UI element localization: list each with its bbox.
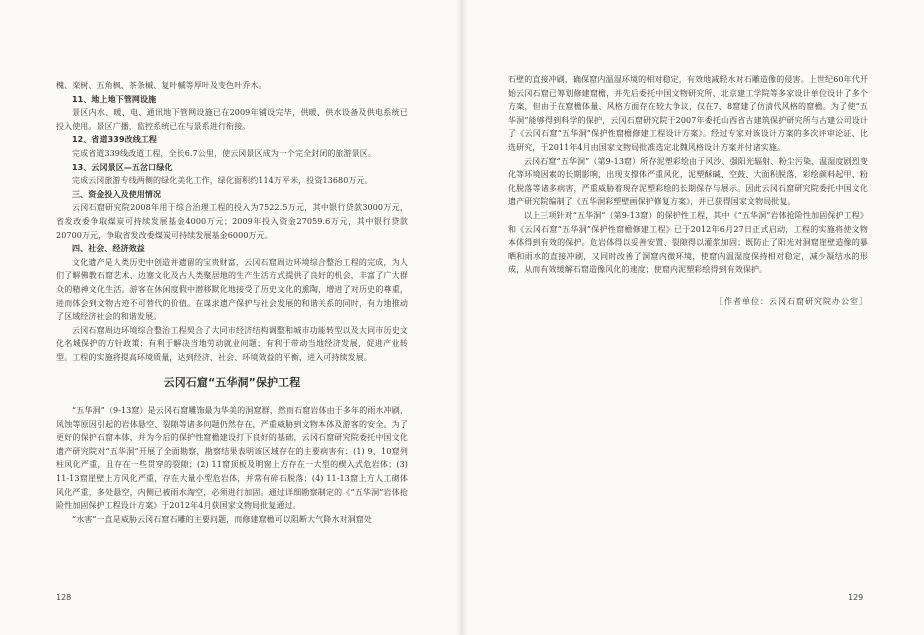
paragraph: 云冈石窟“五华洞”（第9-13窟）所存泥塑彩绘由于风沙、强阳光辐射、粉尘污染、温湿度剧烈变化等环境因素的长期影响，出现支撑体严重风化，泥塑酥碱、空鼓、大面积脱落，彩绘颜料起甲、粉化脱落等诸多病害，严重威胁着现存泥塑彩绘的长期保存与展示。因此云冈石窟研究院委托中国文化遗产研究院编制了《五华洞彩塑壁画保护修复方案》，并已获得国家文物局批复。 (508, 156, 868, 207)
paragraph: “水害”一直是威胁云冈石窟石雕的主要问题，而修建窟檐可以阻断大气降水对洞窟处 (72, 514, 372, 524)
section-heading: 四、社会、经济效益 (72, 244, 145, 254)
right-text-column (508, 73, 868, 309)
paragraph: “五华洞”（9-13窟）是云冈石窟雕饰最为华美的洞窟群，然而石窟岩体由于多年的雨水冲刷、风蚀等原因引起的岩体悬空、裂隙等诸多问题仍然存在，严重威胁到文物本体及游客的安全。为了更好的保护石窟本体，并为今后的保护性窟檐建设打下良好的基础，云冈石窟研究院委托中国文化遗产研究院对“五华洞”开展了全面勘察，勘察结果表明该区域存在的主要病害有：(1) 9、10窟列柱风化严重，且存在一些贯穿的裂隙；(2) 11窟顶板及明窗上方存在一大型的楔入式危岩体；(3) 11-13窟崖壁上方风化严重，存在大量小型危岩体，并常有碎石脱落；(4) 11-13窟上方人工砌体风化严重，多处悬空，内侧已被雨水淘空，必须进行加固。通过详细勘察制定的《“五华洞”岩体抢险性加固保护工程设计方案》于2012年4月获国家文物局批复通过。 (56, 406, 408, 511)
section-heading: 12、省道339改线工程 (72, 135, 158, 145)
paragraph: 云冈石窟研究院2008年用于综合治理工程的投入为7522.5万元，其中银行贷款3000万元，省发改委争取煤炭可持续发展基金4000万元；2009年投入资金27059.6万元，其中银行贷款20700万元，争取省发改委煤炭可持续发展基金6000万元。 (56, 203, 408, 240)
paragraph: 文化遗产是人类历史中创造并遗留的宝贵财富，云冈石窟周边环境综合整治工程的完成，为人们了解佛教石窟艺术、边塞文化及古人类聚居地的生产生活方式提供了良好的机会，丰富了广大群众的精神文化生活。游客在休闲度假中潜移默化地接受了历史文化的熏陶，增进了对历史的尊重，进而体会到文物古迹不可替代的价值。在谋求遗产保护与社会发展的和谐关系的同时，有力地推动了区域经济社会的和谐发展。 (56, 257, 408, 322)
section-heading: 13、云冈景区—五岔口绿化 (72, 162, 173, 172)
book-gutter (456, 0, 468, 635)
paragraph: 以上三项针对“五华洞”（第9-13窟）的保护性工程，其中《“五华洞”岩体抢险性加固保护工程》和《云冈石窟“五华洞”保护性窟檐修建工程》已于2012年6月27日正式启动，工程的实施将使文物本体得到有效的保护。危岩体得以妥善安置、裂隙得以灌浆加固；既防止了阳光对洞窟崖壁造像的暴晒和雨水的直接冲刷，又同时改善了洞窟内微环境，使窟内温湿度保持相对稳定，减少凝结水的形成，从而有效缓解石窟造像风化的速度；使窟内泥塑彩绘得到有效保护。 (508, 210, 868, 275)
paragraph: 槐、栾树、五角枫、茶条槭、复叶槭等厚叶及变色叶乔木。 (56, 81, 267, 90)
paragraph: 石壁的直接冲刷，确保窟内温湿环境的相对稳定，有效地减轻水对石雕造像的侵害。上世纪60年代开始云冈石窟已筹划修建窟檐，并先后委托中国文物研究所、北京建工学院等多家设计单位设计了多个方案，但由于在窟檐体量、风格方面存在较大争议，仅在7、8窟建了仿清代风格的窟檐。为了使“五华洞”能够得到科学的保护，云冈石窟研究院于2007年委托山西省古建筑保护研究所与古建公司设计了《云冈石窟“五华洞”保护性窟檐修建工程设计方案》。经过专家对该设计方案的多次评审论证、比选研究，于2011年4月由国家文物局批准选定北魏风格设计方案并付诸实施。 (508, 75, 868, 152)
paragraph: 景区内水、暖、电、通讯地下管网设施已在2009年铺设完毕，供暖、供水设备及供电系统已投入使用。景区广播，监控系统已在与景系进行衔接。 (56, 108, 408, 131)
section-heading: 三、资金投入及使用情况 (72, 189, 162, 199)
paragraph: 完成省道339线改道工程，全长6.7公里，使云冈景区成为一个完全封闭的旅游景区。 (72, 148, 376, 158)
right-page (462, 0, 924, 635)
author-affiliation: ［作者单位：云冈石窟研究院办公室］ (715, 296, 868, 306)
article-title: 云冈石窟“五华洞”保护工程 (163, 376, 301, 390)
paragraph: 完成云冈旅游专线两侧的绿化美化工作，绿化面积约114万平米，投资13680万元。 (72, 176, 373, 186)
left-text-column (56, 79, 408, 526)
page-number: 128 (56, 593, 72, 602)
section-heading: 11、地上地下管网设施 (72, 94, 157, 104)
page-number: 129 (848, 593, 864, 602)
paragraph: 云冈石窟周边环境综合整治工程契合了大同市经济结构调整和城市功能转型以及大同市历史文化名城保护的方针政策；有利于解决当地劳动就业问题；有利于带动当地经济发展，促进产业转型。工程的实施将提高环境质量，达到经济、社会、环境效益的平衡，进入可持续发展。 (56, 325, 408, 362)
